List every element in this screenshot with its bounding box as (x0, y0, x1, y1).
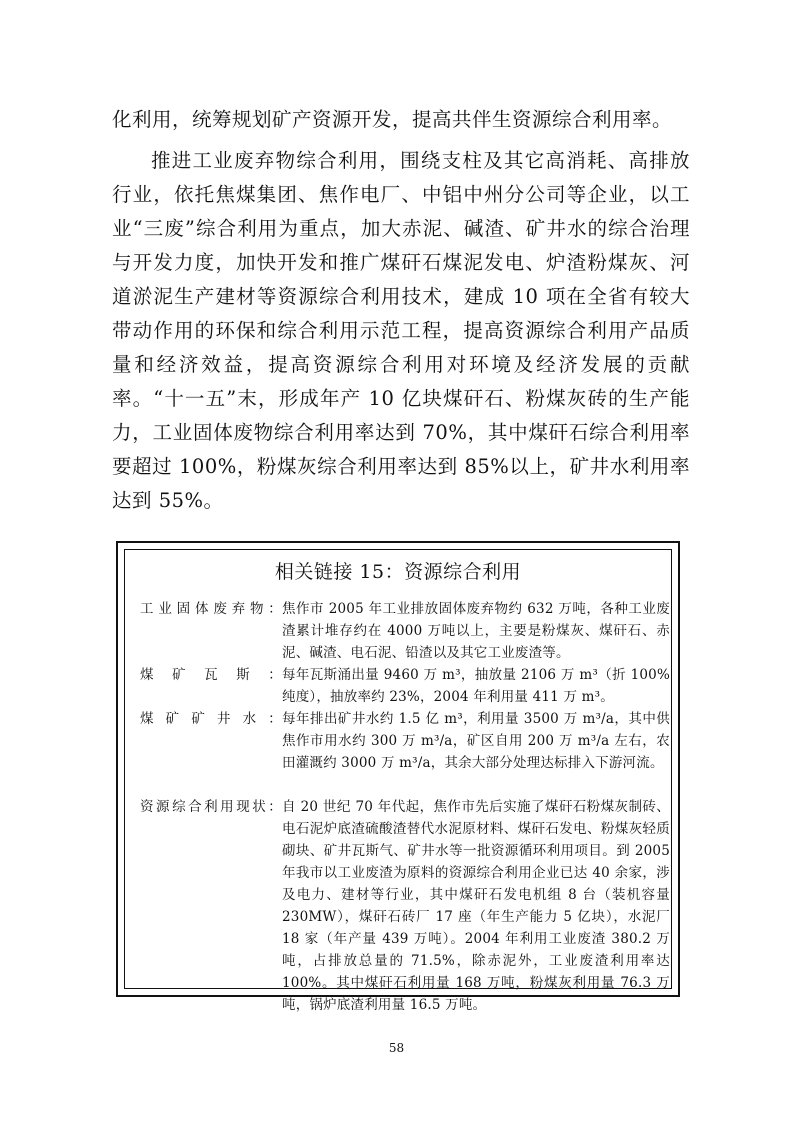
entry-label (140, 664, 282, 708)
entry-label-glyph: ： (268, 667, 282, 683)
entry-text: 自 20 世纪 70 年代起，焦作市先后实施了煤矸石粉煤灰制砖、电石泥炉底渣硫酸渣替代水泥原材料、煤矸石发电、粉煤灰轻质砌块、矿井瓦斯气、矿井水等一批资源循环利用项目。到 2005 年我市以工业废渣为原料的资源综合利用企业已达 40 余家，涉及电力、建材等行业，其中煤矸石发电机组 8 台（装机容量 230MW），煤矸石砖厂 17 座（年生产能力 5 亿块），水泥厂 18 家（年产量 439 万吨）。2004 年利用工业废渣 380.2 万吨，占排放总量的 71.5%，除赤泥外，工业废渣利用率达 100%。其中煤矸石利用量 168 万吨，粉煤灰利用量 76.3 万吨，锅炉底渣利用量 16.5 万吨。 (282, 799, 670, 1013)
page-number: 58 (388, 1041, 405, 1055)
entry-label-glyph: 井 (216, 711, 231, 727)
entry-label-glyph: ： (268, 799, 282, 815)
entry-label-glyph: 利 (204, 799, 218, 815)
related-link-title: 相关链接 15：资源综合利用 (274, 561, 522, 583)
entry-label (140, 598, 282, 664)
entry-mine-water (140, 708, 670, 774)
entry-label-glyph: 资 (140, 799, 154, 815)
entry-text: 每年瓦斯涌出量 9460 万 m³，抽放量 2106 万 m³（折 100% 纯度），抽放率约 23%，2004 年利用量 411 万 m³。 (282, 667, 670, 705)
entry-label-glyph: 水 (242, 711, 257, 727)
entry-label-glyph: 状 (252, 799, 266, 815)
entry-label-glyph: 源 (156, 799, 170, 815)
entry-utilization-status (140, 796, 670, 1016)
entry-label-glyph: 煤 (140, 667, 154, 683)
entry-label-glyph: 矿 (165, 711, 180, 727)
entry-label-glyph: 矿 (191, 711, 206, 727)
entry-label-glyph: 综 (172, 799, 186, 815)
entry-label-glyph: ： (268, 601, 282, 617)
entry-label-glyph: 合 (188, 799, 202, 815)
paragraph-waste-utilization: 推进工业废弃物综合利用，围绕支柱及其它高消耗、高排放行业，依托焦煤集团、焦作电厂、中铝中州分公司等企业，以工业“三废”综合利用为重点，加大赤泥、碱渣、矿井水的综合治理与开发力度，加快开发和推广煤矸石煤泥发电、炉渣粉煤灰、河道淤泥生产建材等资源综合利用技术，建成 10 项在全省有较大带动作用的环保和综合利用示范工程，提高资源综合利用产品质量和经济效益，提高资源综合利用对环境及经济发展的贡献率。“十一五”末，形成年产 10 亿块煤矸石、粉煤灰砖的生产能力，工业固体废物综合利用率达到 70%，其中煤矸石综合利用率要超过 100%，粉煤灰综合利用率达到 85%以上，矿井水利用率达到 55%。 (112, 149, 690, 512)
entry-text: 焦作市 2005 年工业排放固体废弃物约 632 万吨，各种工业废渣累计堆存约在 4000 万吨以上，主要是粉煤灰、煤矸石、赤泥、碱渣、电石泥、铅渣以及其它工业废渣等。 (282, 601, 670, 661)
entry-label-glyph: 废 (213, 601, 228, 617)
entry-label-glyph: 固 (176, 601, 191, 617)
entry-coal-mine-gas (140, 664, 670, 708)
entry-label-glyph: 弃 (231, 601, 246, 617)
entry-label-glyph: 现 (236, 799, 250, 815)
entry-label-glyph: 斯 (236, 667, 250, 683)
related-link-box (116, 541, 680, 1013)
paragraph-continuation: 化利用，统筹规划矿产资源开发，提高共伴生资源综合利用率。 (112, 108, 673, 131)
entry-label (140, 708, 282, 774)
entry-label-glyph: 瓦 (204, 667, 218, 683)
entry-industrial-solid-waste (140, 598, 670, 664)
entry-label-glyph: 矿 (172, 667, 186, 683)
entry-text: 每年排出矿井水约 1.5 亿 m³，利用量 3500 万 m³/a，其中供焦作市用水约 300 万 m³/a，矿区自用 200 万 m³/a 左右，农田灌溉约 3000 万 m³/a，其余大部分处理达标排入下游河流。 (282, 711, 670, 771)
entry-label-glyph: ： (268, 711, 282, 727)
entry-label-glyph: 业 (158, 601, 173, 617)
entry-label-glyph: 体 (194, 601, 209, 617)
entry-label-glyph: 物 (249, 601, 264, 617)
entry-label (140, 796, 282, 1016)
entry-label-glyph: 工 (140, 601, 154, 617)
entry-label-glyph: 煤 (140, 711, 154, 727)
entry-label-glyph: 用 (220, 799, 234, 815)
